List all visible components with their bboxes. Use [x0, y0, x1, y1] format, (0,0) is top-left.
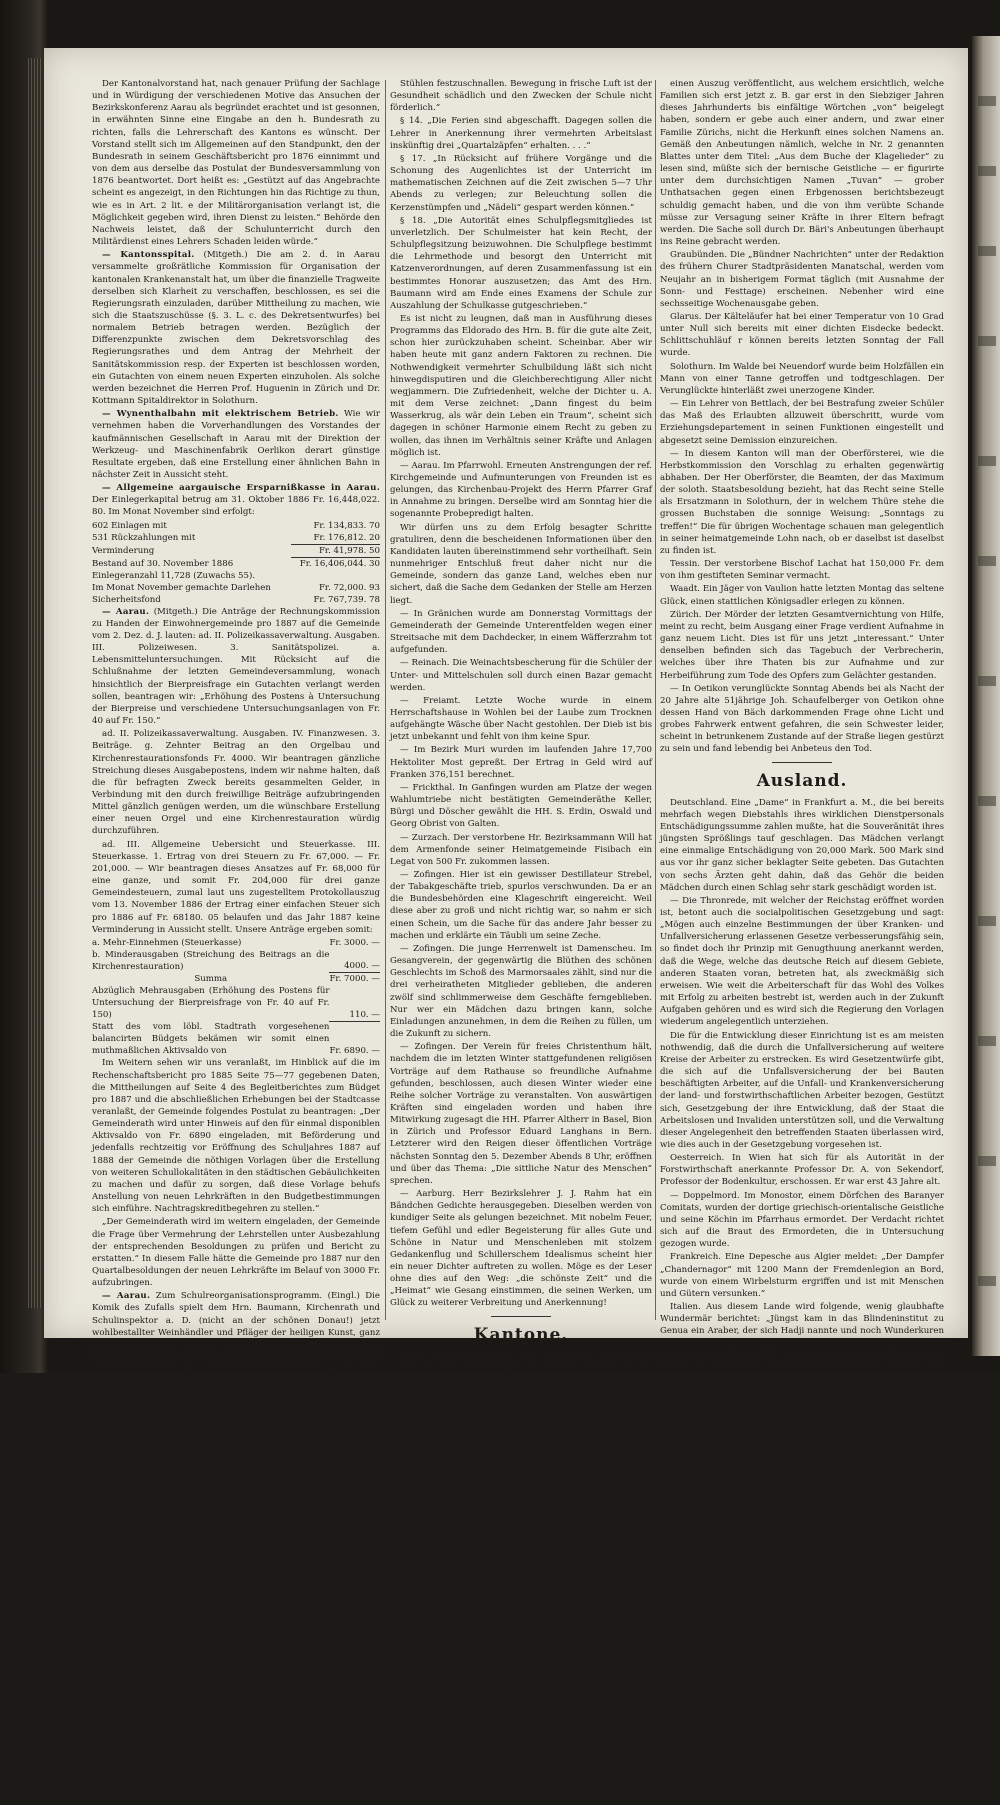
article-keyword: — Allgemeine aargauische Ersparnißkasse in Aarau. [102, 483, 380, 494]
article-paragraph: — Zofingen. Der Verein für freies Christenthum hält, nachdem die im letzten Winter stattgefundenen religiösen Vorträge auf dem Rathause so freundliche Aufnahme gefunden, beschlossen, auch diesen Winter wieder eine Reihe solcher Vorträge zu veranstalten. Von auswärtigen Kräften sind eingeladen worden und haben ihre Mitwirkung zugesagt die HH. Pfarrer Altherr in Basel, Bion in Zürich und Professor Eduard Langhans in Bern. Letzterer wird den Reigen dieser öffentlichen Vorträge nächsten Sonntag den 5. Dezember Abends 8 Uhr, eröffnen und über das Thema: „Die sittliche Natur des Menschen“ sprechen. [390, 1042, 652, 1186]
article-keyword: — Wynenthalbahn mit elektrischem Betrieb. [102, 409, 339, 420]
article-paragraph: Graubünden. Die „Bündner Nachrichten“ unter der Redaktion des frühern Churer Stadtpräsidenten Manatschal, werden vom Neujahr an in bisherigem Format täglich (mit Ausnahme der Sonn- und Festtage) erscheinen. Nebenher wird eine sechsseitige Wochenausgabe geben. [660, 250, 944, 309]
table-row: Abzüglich Mehrausgaben (Erhöhung des Postens für Untersuchung der Bierpreisfrage von Fr. 40 auf Fr. 150) 110. — [92, 986, 380, 1021]
article-paragraph: — Zofingen. Die junge Herrenwelt ist Damenscheu. Im Gesangverein, der gegenwärtig die Blüthen des schönen Geschlechts im Schoß des Marmorsaales zählt, sind nur die drei verheiratheten Mitglieder geblieben, die anderen zwölf sind schlimmerweise dem Geschäfte ferngeblieben. Nur wer ein Mädchen dazu bringen kann, solche Einladungen anzunehmen, in dem die Reihen zu füllen, um die Zukunft zu sichern. [390, 943, 652, 1040]
article-paragraph: — Frickthal. In Ganfingen wurden am Platze der wegen Wahlumtriebe nicht bestätigten Gemeinderäthe Keller, Bürgi und Döscher gewählt die HH. S. Erdin, Oswald und Georg Obrist von Galten. [390, 782, 652, 830]
section-divider [491, 1316, 551, 1317]
article-paragraph: Solothurn. Im Walde bei Neuendorf wurde beim Holzfällen ein Mann von einer Tanne getroffen und todtgeschlagen. Der Verunglückte hinterläßt zwei unerzogene Kinder. [660, 361, 944, 396]
article-paragraph: Baselland. Einen vernünftigen Beschluß faßte die Gemeinde Lupsingen, indem sie daß Hochzeitschießen, bei dem schon so viel Unglück entstand, verbot. Verboten werden auf das ebenfalls beliebte Sell- und Kettenspannen über die Straße, beiden Passanten schon manches schreckliche Ungemach begegnet ist und die bei Bestrafung nicht mehr geduldet werden soll. [390, 1585, 652, 1669]
article-paragraph: einen Auszug veröffentlicht, aus welchem ersichtlich, welche Familien sich erst jetzt z. B. gar erst in den Siebziger Jahren dieses Jahrhunderts bis einfältige Wörtchen „von“ beigelegt haben, sondern er gebe auch einer andern, und zwar einer Familie Zürichs, nicht die Herkunft eines solchen Namens an. Gemäß den Anbeutungen nämlich, welche in Nr. 2 genannten Blattes unter dem Titel: „Aus dem Buche der Klagelieder“ zu lesen sind, müßte sich der bernische Geistliche — er figurirte unter dem durchsichtigen Namen „Tuvan“ — grober Unthatsachen gegen einen Erbgenossen berichtsbezeugt schuldig gemacht haben, und die von ihm verübte Schande müsse zur Versagung seiner Kräfte in ihrer Eltern befragt werden. Die Sache soll durch Dr. Bäri's Anbeutungen überhaupt ins Reine gebracht werden. [660, 79, 944, 248]
article-paragraph: — Zofingen. Hier ist ein gewisser Destillateur Strebel, der Tabakgeschäfte trieb, spurlos verschwunden. Da er an die Bundesbehörden eine Klageschrift eingereicht. Weil diese aber zu groß und nicht richtig war, so nahm er sich einen Schein, um die Sache für das andere Jahr besser zu machen und erklärte ein Täubli um seine Zeche. [390, 870, 652, 941]
column-left [92, 78, 381, 1535]
article-paragraph: „Der Gemeinderath wird im weitern eingeladen, der Gemeinde die Frage über Vermehrung der Lehrstellen unter Ausbezahlung der entsprechenden Besoldungen zu prüfen und Bericht zu erstatten.“ In diesem Falle hätte die Gemeinde pro 1887 nur den Quartalbesoldungen der neuen Lehrkräfte im Belauf von 3000 Fr. aufzubringen. [92, 1217, 380, 1289]
table-row: Verminderung Fr. 41,978. 50 [92, 545, 380, 557]
article-paragraph: — Im Bezirk Muri wurden im laufenden Jahre 17,700 Hektoliter Most gepreßt. Der Ertrag in Geld wird auf Franken 376,151 berechnet. [390, 745, 652, 780]
table-row: a. Mehr-Einnehmen (Steuerkasse) Fr. 3000. — [92, 937, 380, 948]
article-paragraph: Der Kantonalvorstand hat, nach genauer Prüfung der Sachlage und in Würdigung der verschiedenen Motive das Ansuchen der Bezirkskonferenz Aarau als begründet erachtet und ist gesonnen, in erwähnten Sinne eine Eingabe an den h. Bundesrath zu richten, falls die Lehrerschaft des Kantons es wünscht. Der Vorstand stellt sich im Allgemeinen auf den Standpunkt, den der Bundesrath in seinem Geschäftsbericht pro 1876 einnimmt und von dem aus derselbe das Postulat der Bundesversammlung von 1876 beantwortet. Dort heißt es: „Gestützt auf das Angebrachte scheint es angezeigt, in den Richtungen hin das Richtige zu thun, wie es in Art. 2 lit. e der Militärorganisation verlangt ist, die Möglichkeit gegeben wird, ihren Dienst zu leisten.“ Behörde den Nachweis leistet, daß der Schulunterricht durch den Militärdienst eines Lehrers Schaden leiden würde.“ [92, 79, 380, 248]
article-paragraph: — In Oetikon verunglückte Sonntag Abends bei als Nacht der 20 Jahre alte 51jährige Joh. Schaufelberger von Oetikon ohne dessen Hand von Bäch darkommenden Frage ohne Licht und grobes Fahrwerk entwent gefahren, die sein Schwester leider, scheint in betrunkenem Zustande auf der Straße liegen gestürzt zu sein und fand lebendig bei Anbeteus den Tod. [660, 683, 944, 755]
article-paragraph: — Basel. Der gewesene Lehrer Duthaler wurde wegen Unterschlagung zu 2½ Jahren Zuchthaus, 10 Jahre Einstellung im Aktiv-Bürgerrecht, Schadenersatz und Deckung der Prozeßkosten verurtheilt. [390, 1535, 652, 1583]
article-keyword: — Aarau. [102, 1291, 151, 1302]
table-row: b. Minderausgaben (Streichung des Beitrags an die Kirchenrestauration) 4000. — [92, 949, 380, 972]
article-paragraph: § 17. „In Rücksicht auf frühere Vorgänge und die Schonung des Augenlichtes ist der Unterricht im mathematischen Zeichnen auf die Zeit zwischen 5—7 Uhr Abends zu verlegen; zur Beleuchtung sollen die Kerzenstümpfen und „Nädeli“ gespart werden können.“ [390, 153, 652, 213]
article-paragraph: — Ein Lehrer von Bettlach, der bei Bestrafung zweier Schüler das Maß des Erlaubten allzuweit überschritt, wurde vom Erziehungsdepartement in seinen Funktionen eingestellt und abgesetzt seine Demission einzureichen. [660, 399, 944, 446]
section-divider [772, 762, 832, 763]
table-row: Statt des vom löbl. Stadtrath vorgesehenen balancirten Büdgets bekämen wir somit einen muthmaßlichen Aktivsaldo von Fr. 6890. — [92, 1022, 380, 1057]
article-paragraph: § 14. „Die Ferien sind abgeschafft. Dagegen sollen die Lehrer in Anerkennung ihrer vermehrten Arbeitslast inskünftig drei „Quartalzäpfen“ erhalten. . . .“ [390, 116, 652, 151]
article-paragraph: — Freiamt. Letzte Woche wurde in einem Herrschaftshause in Wohlen bei der Laube zum Trocknen aufgehängte Wäsche über Nacht gestohlen. Der Dieb ist bis jetzt unbekannt und fehlt von ihm keine Spur. [390, 695, 652, 743]
article-paragraph: § 18. „Die Autorität eines Schulpflegsmitgliedes ist unverletzlich. Der Schulmeister hat kein Recht, der Schulpflegsitzung beizuwohnen. Die Schulpflege bestimmt die Lehrmethode und besorgt den Unterricht mit Katzenverordnungen, auf deren Zusammenfassung ist ein bestimmtes Honorar auszusetzen; das Amt des Hrn. Baumann wird am Ende eines Examens der Schule zur Auszahlung der Schulkasse gutgeschrieben.“ [390, 215, 652, 311]
article-paragraph: — Wynenthalbahn mit elektrischem Betrieb. Wie wir vernehmen haben die Vorverhandlungen des Vorstandes der kaufmännischen Gesellschaft in Aarau mit der Direktion der Werkzeug- und Maschinenfabrik Oerlikon derart günstige Resultate ergeben, daß eine Erstellung einer ähnlichen Bahn in nächster Zeit in Aussicht steht. [92, 409, 380, 480]
article-paragraph: England. Irland wird nicht zur Ruhe kommen, bis es sein Home Rule errungen hat. Die Agitation ist neuerdings in eine bedenkliche Phase getreten. In Irland ist das Landvolk in Westirland durch starke Meetings aufgewühlt worden und die Polizei in einem benachbarten Dorf ist gekommen, welches ein Nationalist, die Nationalisten haben O'Brien und John Dillon sehr heftigen Angriffen gegen die Regierung gemacht; sie haben die Pächter gelehrt, keine Pacht zu zahlen. Die Regierung befahl O'Brien, die Dillon gerichtlich zu verfolgen. [660, 1461, 944, 1569]
article-paragraph: Stühlen festzuschnallen. Bewegung in frische Luft ist der Gesundheit schädlich und den Zwecken der Schule nicht förderlich.“ [390, 79, 652, 114]
article-keyword: — Kantonsspital. [102, 250, 195, 261]
article-paragraph: — Allgemeine aargauische Ersparnißkasse in Aarau. Der Einlegerkapital betrug am 31. Oktober 1886 Fr. 16,448,022. 80. Im Monat November sind erfolgt: [92, 483, 380, 518]
article-paragraph: ad. III. Allgemeine Uebersicht und Steuerkasse. III. Steuerkasse. 1. Ertrag von drei Steuern zu Fr. 67,000. — Fr. 201,000. — Wir beantragen dieses Ansatzes auf Fr. 68,000 für eine ganze, und somit Fr. 204,000 für drei ganze Gemeindesteuern, zumal laut uns zugestelltem Protokollauszug vom 13. November 1886 der Ertrag einer einfachen Steuer sich pro 1886 auf Fr. 68180. 05 belaufen und das Jahr 1887 keine Verminderung in Aussicht stellt. Unsere Anträge ergeben somit: [92, 839, 380, 935]
article-paragraph: — Kantonsspital. (Mitgeth.) Die am 2. d. in Aarau versammelte großrätliche Kommission für Organisation der kantonalen Krankenanstalt hat, um über die finanzielle Tragweite derselben sich Klarheit zu verschaffen, beschlossen, es sei die Regierungsrath einzuladen, darüber Mittheilung zu machen, wie sich die Staatszuschüsse (§. 3. L. c. des Dekretsentwurfes) bei normalem Betrieb betragen werden. Bezüglich der Differenzpunkte zwischen dem Dekretsvorschlag des Regierungsrathes und dem Antrag der Mehrheit der Sanitätskommission resp. der Experten ist beschlossen worden, ein Gutachten von einem neuen Experten einzuholen. Als solche werden bezeichnet die Herren Prof. Huguenin in Zürich und Dr. Kottmann Spitaldirektor in Solothurn. [92, 250, 380, 407]
article-paragraph: Italien. Aus diesem Lande wird folgende, wenig glaubhafte Wundermär berichtet: „Jüngst kam in das Blindeninstitut zu Genua ein Araber, der sich Hadji nannte und noch Wunderkuren anbot. Der Araber erklärte, er sei im Besitze eines Mittels, durch welches er blinde Personen in kürzester Zeit heilen könne. Er erhielt nun einen Fall zum Versuch, in 6 Wochen vollkommen heilte sei. Die Resultate des Mannes wären nach den Berichten italienischer Blätter wahrhaft wunderbare. „Leichtere Krankheiten, Lähmung, Gicht, Skrofulose werden nicht geheilt, die schwereren Fälle, darunter Leute, welche seit 20 und mehr Jahren blind waren, und an allen Ärzten als unheilbar erklärt waren, zeigten nach 2 Wochen auffallende Fortschritte; einige begannen zu sehen(?)“. [660, 1302, 944, 1458]
article-paragraph: — In diesem Kanton will man der Oberförsterei, wie die Herbstkommission den Vorschlag zu erhalten gegenwärtig abhaben. Der Her Oberförster, die Beamten, der das Maximum der soloth. Staatsbesoldung bezieht, hat das Recht seine Stelle als Ersatzmann in Solothurn, der in welchem Thüre stehe die grossen Buchstaben die sonnige Weisung: „Sonntags zu treffen!“ Die für übrigen Wochentage schauen man gelegentlich in seiner heimatgemeinde Lohn nach, ob er daselbst ist daselbst zu finden ist. [660, 448, 944, 556]
savings-table [92, 520, 380, 606]
column-right [660, 78, 944, 1632]
table-row: Summa Fr. 7000. — [194, 974, 380, 985]
article-paragraph: Oesterreich. In Wien hat sich für als Autorität in der Forstwirthschaft anerkannte Professor Dr. A. von Sekendorf, Professor der Bodenkultur, erschossen. Er war erst 43 Jahre alt. [660, 1153, 944, 1188]
article-paragraph: Es ist nicht zu leugnen, daß man in Ausführung dieses Programms das Eldorado des Hrn. B. für die gute alte Zeit, schon hier zurückzuhaben scheint. Scheinbar. Aber wir haben heute mit ganz andern Faktoren zu rechnen. Die Nothwendigkeit vermehrter Schulbildung läßt sich nicht hinwegdisputiren und die Gleichberechtigung Aller nicht wegjammern. Die Zufriedenheit, welche der Dichter u. A. mit dem Verse zeichnet: „Dann fingest du beim Wasserkrug, als wär dein Leben ein Traum“, scheint sich dagegen in schöner Harmonie einem Recht zu geben zu wollen, das ihnen im Verhältnis seiner Kräfte und Anlagen möglich ist. [390, 313, 652, 458]
article-paragraph: Bern. Im Offiziersverein der Stadt Bern hielt Oberst Feiß einen Vortrag über das „Unternehmen des gesammten Militärwesens durch den Bund“. [390, 1671, 652, 1706]
article-paragraph: Deutschland. Eine „Dame“ in Frankfurt a. M., die bei bereits mehrfach wegen Diebstahls ihres wirklichen Dienstpersonals Entschädigungssumme zahlen mußte, hat die Souveränität ihres jüngsten Sprößlings tauf geschlagen. Das Mädchen verlangt eine einmalige Entschädigung von 20,000 Mark. 500 Mark sind aus vor ihr ganz sicher beklagter Seite gebeten. Das Gutachten von sechs Ärzten geht dahin, daß das Gehör die beiden Mädchen durch einen Schlag sehr stark geschädigt worden ist. [660, 797, 944, 893]
budget-table [92, 937, 380, 1058]
column-rule-1 [385, 80, 386, 1320]
article-paragraph: Im Weitern sehen wir uns veranlaßt, im Hinblick auf die im Rechenschaftsbericht pro 1885 Seite 75—77 gegebenen Daten, die Mittheilungen auf Seite 4 des Begleitberichtes zum Büdget pro 1887 und die abschließlichen Erhebungen bei der Stadtcasse veranlaßt, der Gemeinde folgendes Postulat zu beantragen: „Der Gemeinderath wird unter Hinweis auf den für einmal disponiblen Aktivsaldo von Fr. 6890 eingeladen, mit Beförderung und jedenfalls rechtzeitig vor Eröffnung des Schuljahres 1887 auf 1888 der Gemeinde die nöthigen Vorlagen über die Erstellung von weiteren Schullokalitäten in den städtischen Gebäulichkeiten zu machen und dafür zu sorgen, daß diese Vorlage behufs Anstellung von neuen Lehrkräften in den Budgetbestimmungen sich einführe. Nachtragskreditbegehren zu stellen.“ [92, 1058, 380, 1215]
table-row: Einlegeranzahl 11,728 (Zuwachs 55). [92, 570, 256, 581]
section-heading-kantone: Kantone. [473, 1324, 569, 1345]
page-stack-edge [28, 58, 42, 1308]
column-middle [390, 78, 652, 1805]
article-keyword: — Aarau. [102, 606, 150, 617]
article-paragraph: „Das Maximum der Schülerzahl einer Schulklasse darf 200 nicht übersteigen. Behufs Aufrechterhaltung der Ordnung ist für je zwanzig Schüler von dem Lehrer ein Monitor (Aufseher) zu bezeichnen, welche unter Aufsicht des Lehrers (Wachhalter) für ihre Schüler zu sorgen.“ Ferner: „§ 12. Zur Verhütung etwaigen Zeitverlusts bei dem Stundenwechsel ist nach der Dauer einer Unterrichtsstunde je 63 Minuten ausgelassen, daß der Lehrer und die Schüler der nachfolgenden Klasse im Schulzimmer ist zu sorgen. Der Unterricht darf nicht gestört werden.“ [92, 1413, 380, 1522]
table-row: Sicherheitsfond Fr. 767,739. 78 [92, 594, 380, 605]
article-paragraph: — Die Thronrede, mit welcher der Reichstag eröffnet worden ist, betont auch die socialpolitischen Gesetzgebung und sagt: „Mögen auch einzelne Bestimmungen der über Kranken- und Unfallversicherung erlassenen Gesetze verbesserungsfähig sein, so findet doch ihr Prinzip mit Genugthuung anerkannt werden, daß die Wege, welche das deutsche Reich auf diesem Gebiete, anderen Staaten voran, betreten hat, als zweckmäßig sich erweisen. Wie weit die Arbeiterschaft für das Wohl des Volkes mit Erfolg zu arbeiten bestrebt ist, werden auch in der Zukunft Aufgaben gehören und es wird sich die Regierung den Vorlagen wiederum angelegentlich unterziehen. [660, 895, 944, 1028]
article-paragraph: — Eine Belohnung für treue Dienste, die von Seiten eines Geschäftsmannes an Größe wohl einzig dastehen dürfte, wird aus Dublin gemeldet. Dort wurde nämlich am Sonnabend bekannt, [660, 1584, 944, 1632]
article-paragraph: — Reinach. Die Weinachtsbescherung für die Schüler der Unter- und Mittelschulen soll durch einen Bazar gemacht werden. [390, 658, 652, 693]
next-page-edge [972, 36, 1000, 1356]
article-paragraph: — Aarau. (Mitgeth.) Die Anträge der Rechnungskommission zu Handen der Einwohnergemeinde pro 1887 auf die Gemeinde vom 2. Dez. d. J. lauten: ad. II. Polizeikassaverwaltung. Ausgaben. III. Polizeiwesen. 3. Sanitätspolizei. a. Lebensmitteluntersuchungen. Mit Rücksicht auf die Schlußnahme der letzten Gemeindeversammlung, wonach hinsichtlich der Bierpreisfrage ein Gutachten verlangt werden sollen, beantragen wir: „Erhöhung des Postens à Untersuchung der Bierpreise und verschiedene Untersuchungsanlagen von Fr. 40 auf Fr. 150.“ [92, 606, 381, 727]
article-paragraph: — Am 21. November hielt Herr Professor Bunge einen Vortrag wider den Alkoholgenuß. Derselbe schien nicht ganz die wünschenswerthen Folgen bleiben zu sollen. Unter der Basler Studentenschaft ist ein Verein entstanden, der sich gemeinsam mit der Überzeugung ausgesprochen, daß der Alkohol Gift, in dem Genuß dieses gefährlichen Stoffes gänzlich entsagen werde. [390, 1449, 652, 1533]
table-row: 602 Einlagen mit Fr. 134,833. 70 [92, 520, 380, 531]
article-paragraph: § 13. „Um Störungen zu vermeiden, sind die Kinder an den [102, 1524, 360, 1535]
article-paragraph: Wir dürfen uns zu dem Erfolg besagter Schritte gratuliren, denn die bescheidenen Informationen über den Kandidaten lauten übereinstimmend sehr vortheilhaft. Sein nunmehriger Entschluß freut daher nicht nur die Gemeinde, sondern das ganze Land, welches eben nur sichert, daß die Sache dem Gedanken der Stelle am Herzen liegt. [390, 522, 652, 606]
article-paragraph: — Zurzach. Der verstorbene Hr. Bezirksammann Will hat dem Armenfonde seiner Heimatgemeinde Fisibach ein Legat von 500 Fr. zukommen lassen. [390, 832, 652, 867]
article-paragraph: Waadt. Ein Jäger von Vaulion hatte letzten Montag das seltene Glück, einen stattlichen Königsadler erlegen zu können. [660, 584, 944, 607]
article-paragraph: Frankreich. Eine Depesche aus Algier meldet: „Der Dampfer „Chandernagor“ mit 1200 Mann der Fremdenlegion an Bord, wurde von einem Wirbelsturm ergriffen und ist mit Menschen und Gütern versunken.“ [660, 1252, 944, 1299]
article-paragraph: Die für die Entwicklung dieser Einrichtung ist es am meisten nothwendig, daß die durch die Unfallversicherung auf weitere Kreise der Arbeiter zu erstrecken. Es wird Gesetzentwürfe gibt, die sich auf die Unfallsversicherung der bei Bauten beschäftigten Arbeiter, auf die Unfall- und Krankenversicherung der land- und forstwirthschaftlichen Arbeiter bezogen, Gestützt sich, Gesetzgebung der ihre Entwicklung, daß der Staat die Arbeitslosen und Invaliden unterstützen soll, und die Verwaltung dieser Angelegenheit den betreffenden Staaten überlassen wird, wie dies auch in der Gesetzgebung vorgesehen ist. [660, 1030, 944, 1150]
section-heading-ausland: Ausland. [756, 770, 848, 791]
article-paragraph: ad. II. Polizeikassaverwaltung. Ausgaben. IV. Finanzwesen. 3. Beiträge. g. Zehnter Beitrag an den Orgelbau und Kirchenrestaurationsfonds Fr. 4000. Wir beantragen gänzliche Streichung dieses Ausgabepostens, indem wir nahme halten, daß die für befragten Zweck bereits gesammelten Gelder, in Verbindung mit den durch freiwillige Beiträge aufzubringenden Mittel gänzlich genügen werden, um die wünschbare Erstellung einer neuen Orgel und eine Kirchenrestauration würdig durchzuführen. [92, 729, 380, 837]
article-paragraph: — Bern. Die von „Dr. Bäri“ herausgegebene zweite Nummer seines Werkes „Weiß- und Schwarzes“ lasse an Schärfe und Grimmigkeit an ingrimmiger Verfolgung alles Faulen „im Staate Dänemark“ wenig zu wünschen übrig. Wer sich mit den üblen Zuständen im Bernerland vertraut machen will, wird in den Blättern manches finden, das er bisher noch nicht kannte. Im Ganzen ein Buch, das wir allen Lesern empfehlen. [390, 1709, 652, 1805]
table-row: 531 Rückzahlungen mit Fr. 176,812. 20 [92, 532, 380, 544]
article-paragraph: Basel. In den Anlagen der Claramatte wurde der Leichnam einer Frauensperson entdeckt, welche in der Montag-Nacht, ihren Tod durch Erwürgen gefunden hatte. Als des Raubmordes verdächtig ist ein junger Arbeiter und Bursch verhaftet worden, der sich mit der Frauensperson in den Lokalen hatte sehen lassen und welcher bei der Verhaftung seine Uhr auf seine Schuldwissenschaft hinweist. Die Verhaftung ist daher nicht zu leugnen. [390, 1351, 652, 1447]
article-paragraph: Tessin. Der verstorbene Bischof Lachat hat 150,000 Fr. dem von ihm gestifteten Seminar vermacht. [660, 559, 944, 582]
table-row: Im Monat November gemachte Darlehen Fr. 72,000. 93 [92, 582, 380, 593]
article-paragraph: — Aarau. Im Pfarrwohl. Erneuten Anstrengungen der ref. Kirchgemeinde und Aufmunterungen von Freunden ist es gelungen, das Kirchenbau-Projekt des Herrn Pfarrer Graf in Annahme zu bringen. Derselbe wird am Sonntag hier die sogenannte Probepredigt halten. [390, 460, 652, 520]
article-paragraph: — In London sind die englischen Polizei zu festzunehmen. [670, 1571, 923, 1582]
article-paragraph: — Doppelmord. Im Monostor, einem Dörfchen des Baranyer Comitats, wurden der dortige griechisch-orientalische Geistliche und seine Köchin im Pfarrhaus ermordet. Der Verdacht richtet sich auf die Braut des Ermordeten, die in Untersuchung gezogen wurde. [660, 1190, 944, 1250]
article-paragraph: Glarus. Der Kälteläufer hat bei einer Temperatur von 10 Grad unter Null sich bereits mit einer dichten Eisdecke bedeckt. Schlittschuhläuf r können bereits letzten Sonntag der Fall wurde. [660, 311, 944, 359]
article-paragraph: — Aarburg. Herr Bezirkslehrer J. J. Rahm hat ein Bändchen Gedichte herausgegeben. Dieselben werden von kundiger Seite als gelungen bezeichnet. Mit nobelm Feuer, tiefem Gefühl und edler Begeisterung für alles Gute und Schöne in Natur und Menschenleben mit stolzem Gedankenflug und Schillerschem Idealismus scheint hier ein neuer Dichter auftreten zu wollen. Möge es der Leser ohne dies auf den Weg: „die schönste Zeit“ und die „Heimat“ wie Gesang einstimmen, die seinen Werken, um Glück zu weiterer Verbreitung und Anerkennung! [390, 1189, 652, 1309]
article-paragraph: — In Gränichen wurde am Donnerstag Vormittags der Gemeinderath der Gemeinde Unterentfelden wegen einer Streitsache mit dem Dachdecker, in einem Wäfferzrahm tot aufgefunden. [390, 608, 652, 656]
article-paragraph: Zürich. Der Mörder der letzten Gesamtvernichtung von Hilfe, meint zu recht, beim Ausgang einer Frage verdient Aufnahme in ganz neuem Licht. Dies ist für uns jetzt „interessant.“ Unter denselben befinden sich das Tagebuch der Verbrecherin, welches über ihre Thaten bis zur Aufnahme und zur Herbeiführung zum Tode des Opfers zum Gelächter gestanden. [660, 609, 944, 681]
table-row: Bestand auf 30. November 1886 Fr. 16,406,044. 30 [92, 558, 380, 569]
column-rule-2 [655, 80, 656, 1320]
article-paragraph: — Aarau. Zum Schulreorganisationsprogramm. (Eingl.) Die Komik des Zufalls spielt dem Hrn. Baumann, Kirchenrath und Schulinspektor a. D. (nicht an der schönen Donau!) jetzt wohlbestallter Weinhändler und Pfläger der heiligen Kunst, ganz artige Schnippchen. Die Art und Weise, wie er in seiner Jugend seine Ausdrücke wählte, ist für einmal gesagt: „Käse, Schnäbeli und Hörnli“ könnte einer heutigen Zeit nicht mehr passen. Sein Postulat hat dies mit seinem lebhaften Sekundärunterrichte zu thun, der in keiner Weise einem „modernen“ Bildungswesen entsprach. Dieser § 11 heißt: [92, 1291, 381, 1411]
